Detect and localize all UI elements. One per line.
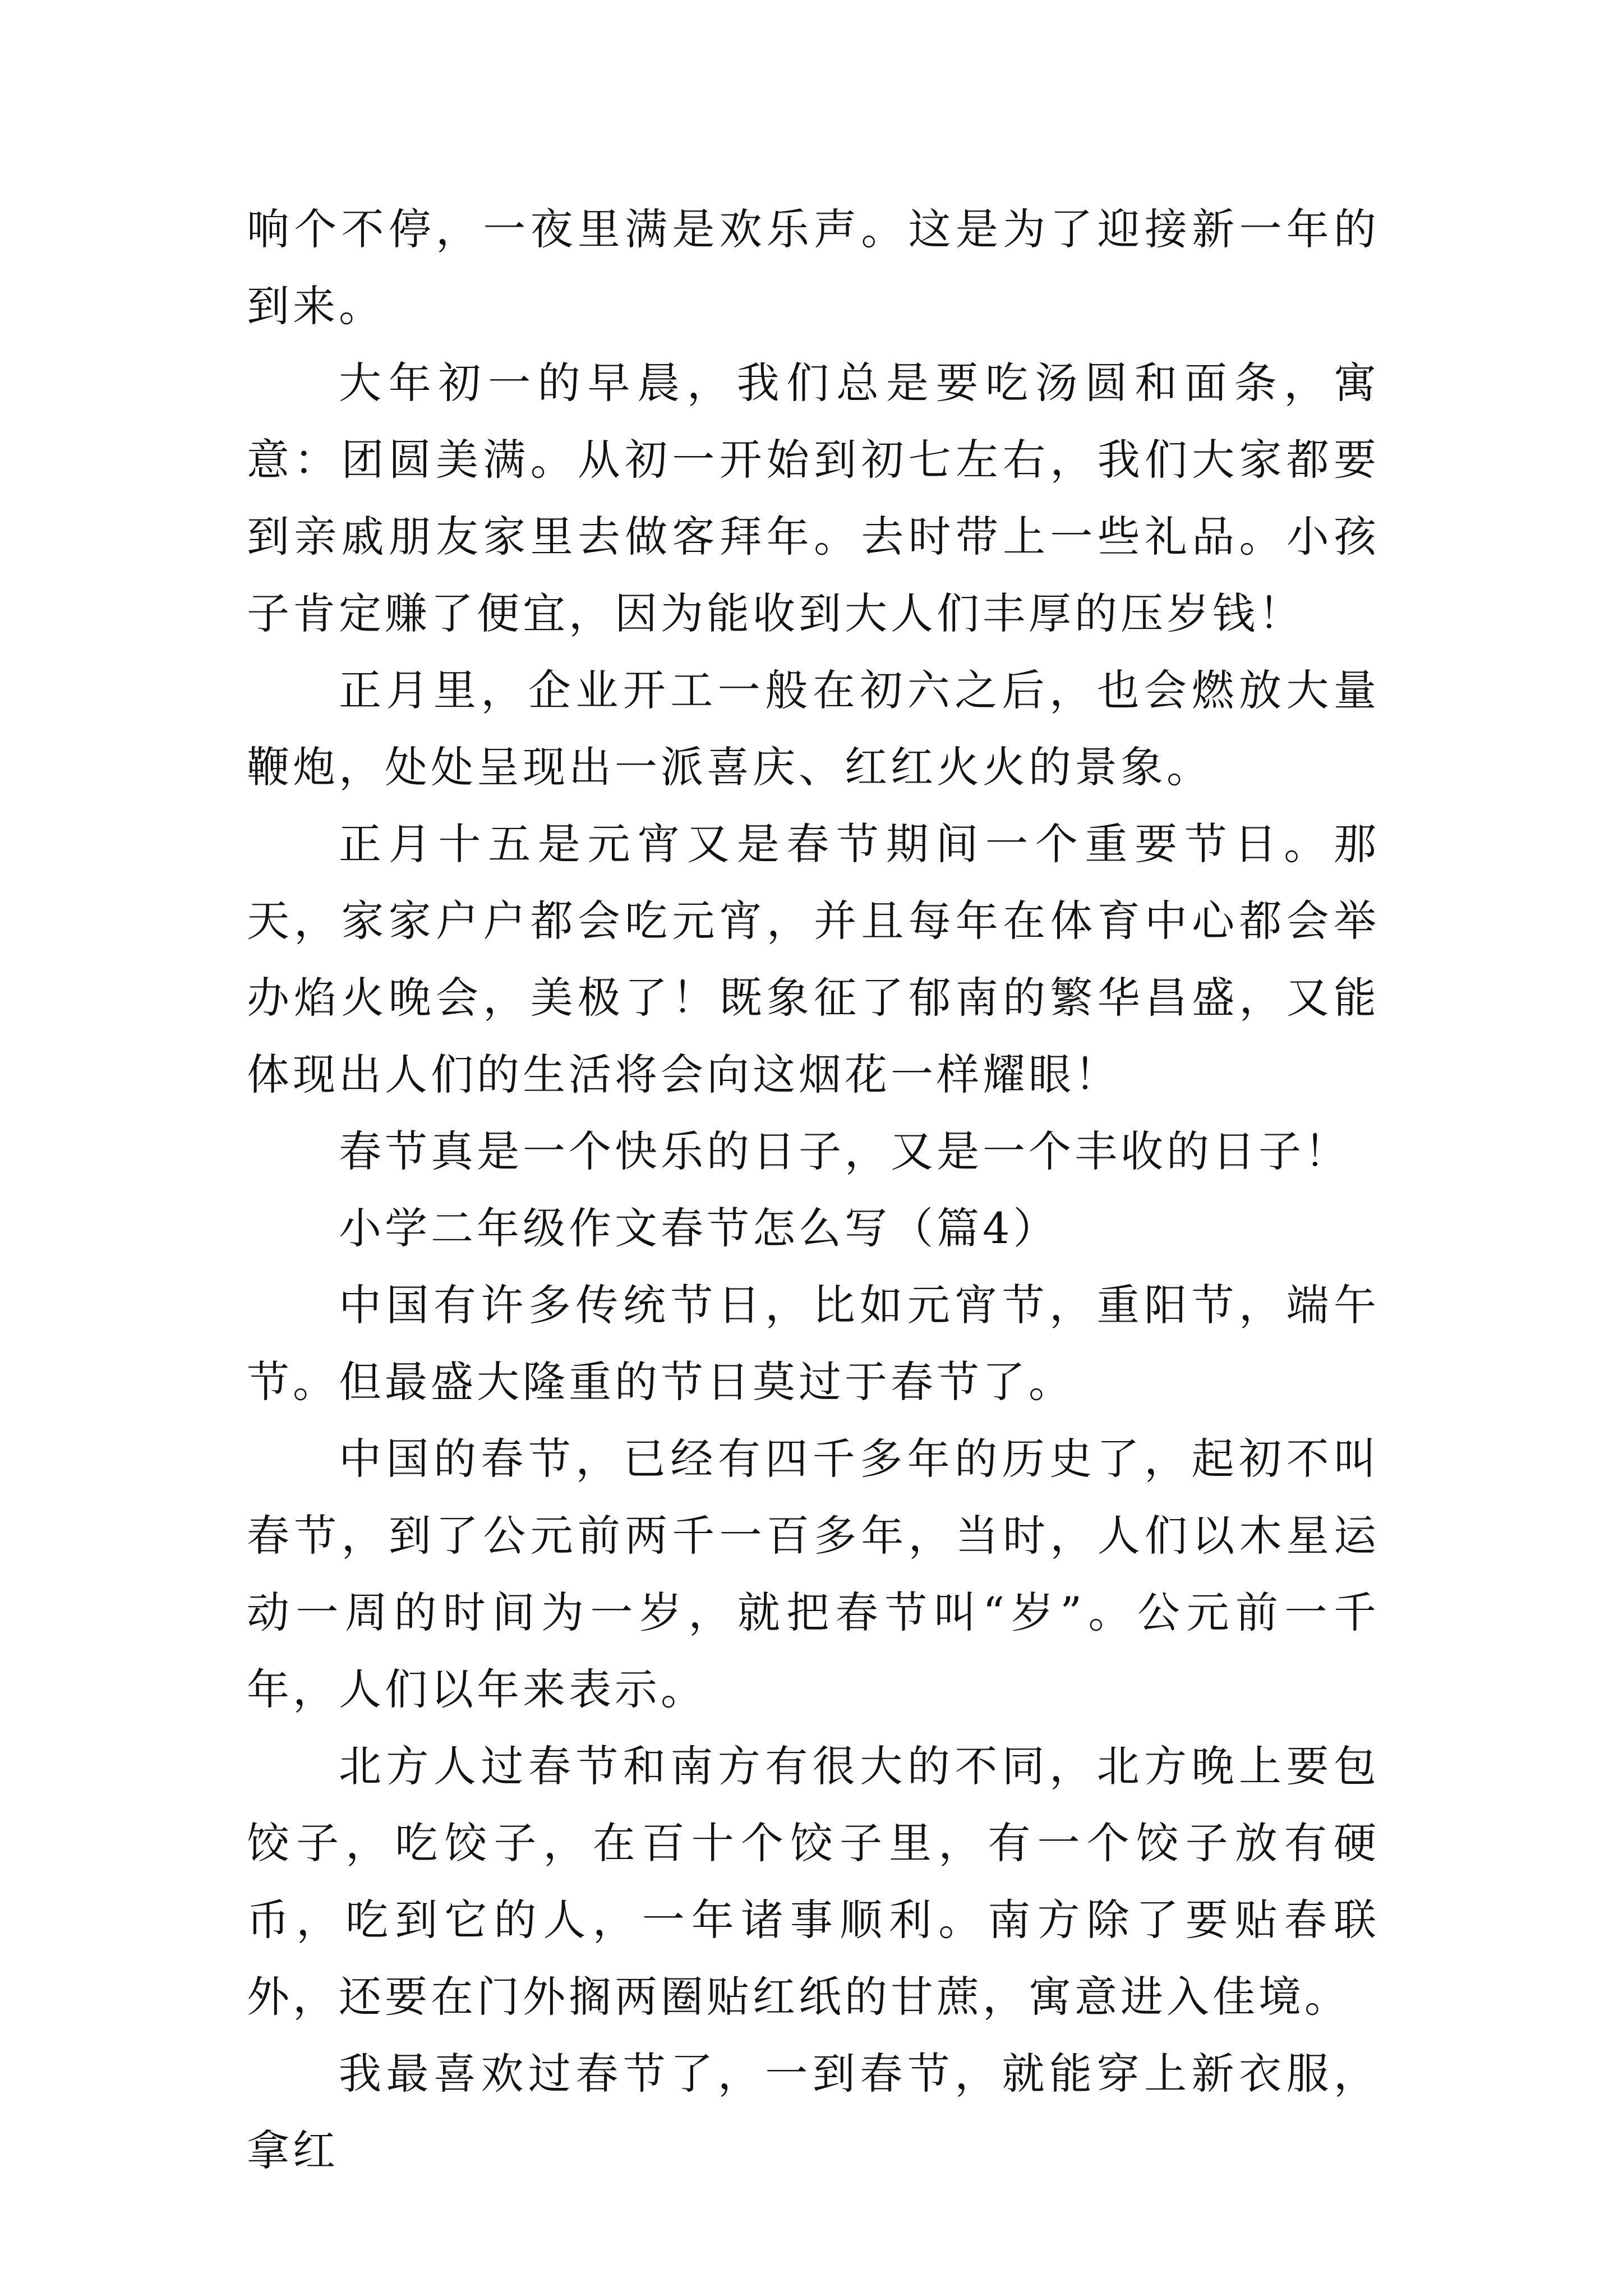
paragraph-happy-day: 春节真是一个快乐的日子，又是一个丰收的日子！ [339, 1126, 1350, 1176]
section-heading: 小学二年级作文春节怎么写（篇4） [339, 1203, 1059, 1253]
paragraph-traditional-festivals: 中国有许多传统节日，比如元宵节，重阳节，端午节。但最盛大隆重的节日莫过于春节了。 [247, 1280, 1380, 1407]
paragraph-continuation: 响个不停，一夜里满是欢乐声。这是为了迎接新一年的到来。 [247, 204, 1380, 331]
paragraph-new-year-morning: 大年初一的早晨，我们总是要吃汤圆和面条，寓意：团圆美满。从初一开始到初七左右，我们大家都要到亲戚朋友家里去做客拜年。去时带上一些礼品。小孩子肯定赚了便宜，因为能收到大人们丰厚的压岁钱！ [247, 358, 1380, 638]
paragraph-favorite-festival: 我最喜欢过春节了，一到春节，就能穿上新衣服，拿红 [247, 2049, 1380, 2175]
paragraph-lantern-festival: 正月十五是元宵又是春节期间一个重要节日。那天，家家户户都会吃元宵，并且每年在体育中心都会举办焰火晚会，美极了！既象征了郁南的繁华昌盛，又能体现出人们的生活将会向这烟花一样耀眼！ [247, 819, 1380, 1099]
paragraph-first-month: 正月里，企业开工一般在初六之后，也会燃放大量鞭炮，处处呈现出一派喜庆、红红火火的景象。 [247, 665, 1380, 792]
paragraph-north-south-customs: 北方人过春节和南方有很大的不同，北方晚上要包饺子，吃饺子，在百十个饺子里，有一个饺子放有硬币，吃到它的人，一年诸事顺利。南方除了要贴春联外，还要在门外搁两圈贴红纸的甘蔗，寓意进入佳境。 [247, 1741, 1380, 2022]
document-body [247, 191, 1380, 2189]
paragraph-spring-festival-history: 中国的春节，已经有四千多年的历史了，起初不叫春节，到了公元前两千一百多年，当时，人们以木星运动一周的时间为一岁，就把春节叫“岁”。公元前一千年，人们以年来表示。 [247, 1434, 1380, 1714]
